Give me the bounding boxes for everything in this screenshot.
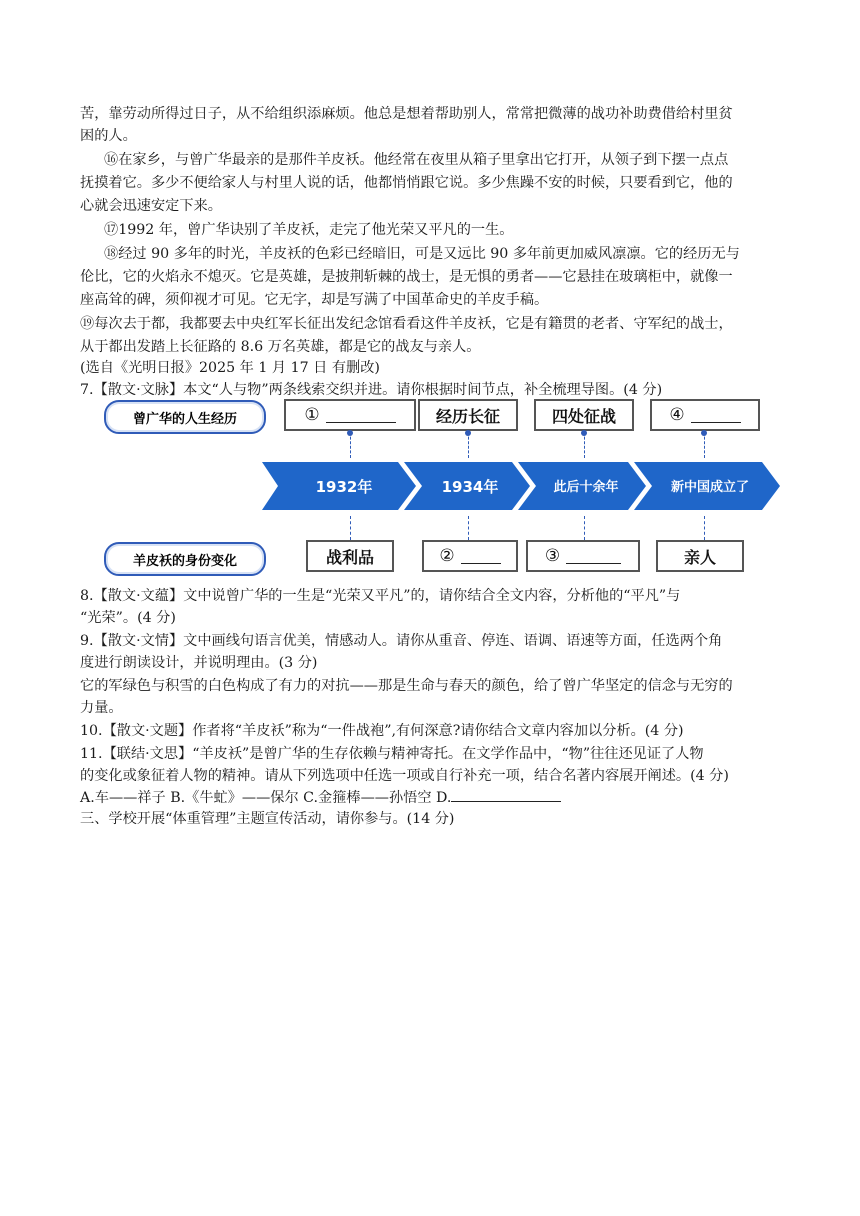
paragraph-line: 苦，靠劳动所得过日子，从不给组织添麻烦。他总是想着帮助别人，常常把微薄的战功补助费借给村里贫 [80,106,733,122]
top-box-2: 经历长征 [418,399,518,431]
timeline-label-later: 此后十余年 [553,480,619,495]
question-7: 7.【散文·文脉】本文“人与物”两条线索交织并进。请你根据时间节点，补全梳理导图。(4 分) [80,382,663,398]
timeline-arrows [100,396,784,580]
paragraph-18: ⑱经过 90 多年的时光，羊皮袄的色彩已经暗旧，可是又远比 90 多年前更加威风凛凛。它的经历无与 [104,246,740,262]
paragraph-17: ⑰1992 年，曾广华诀别了羊皮袄，走完了他光荣又平凡的一生。 [104,222,514,238]
top-box-3: 四处征战 [534,399,634,431]
question-11-options [80,787,785,809]
section-3-heading: 三、学校开展“体重管理”主题宣传活动，请你参与。(14 分) [80,811,455,827]
timeline-label-1934: 1934年 [441,478,499,496]
source-note: (选自《光明日报》2025 年 1 月 17 日 有删改) [80,360,380,376]
question-line: 的变化或象征着人物的精神。请从下列选项中任选一项或自行补充一项，结合名著内容展开阐述。(4 分) [80,768,729,784]
bottom-box-1: 战利品 [306,540,394,572]
question-8: 8.【散文·文蕴】文中说曾广华的一生是“光荣又平凡”的，请你结合全文内容，分析他的“平凡”与 [80,588,681,604]
timeline-label-prc: 新中国成立了 [670,480,750,495]
paragraph-line: 心就会迅速安定下来。 [80,198,222,214]
quoted-sentence: 它的军绿色与积雪的白色构成了有力的对抗——那是生命与春天的颜色，给了曾广华坚定的信念与无穷的 [80,678,733,694]
timeline-arrow-4 [634,462,780,510]
timeline-label-1932: 1932年 [315,478,373,496]
timeline-arrow-1 [262,462,416,510]
option-d-blank[interactable] [451,787,561,802]
question-9: 9.【散文·文情】文中画线句语言优美，情感动人。请你从重音、停连、语调、语速等方面，任选两个角 [80,633,723,649]
box-number: ④ [669,405,685,425]
question-line: “光荣”。(4 分) [80,610,176,626]
bottom-box-4: 亲人 [656,540,744,572]
timeline-arrow-2 [404,462,530,510]
identity-change-label: 羊皮袄的身份变化 [104,542,266,576]
options-text: A.车——祥子 B.《牛虻》——保尔 C.金箍棒——孙悟空 D. [80,790,452,806]
box-number: ① [304,405,320,425]
paragraph-19: ⑲每次去于都，我都要去中央红军长征出发纪念馆看看这件羊皮袄，它是有籍贯的老者、守军纪的战士， [80,316,733,332]
question-11: 11.【联结·文思】“羊皮袄”是曾广华的生存依赖与精神寄托。在文学作品中，“物”往往还见证了人物 [80,746,704,762]
box-number: ② [439,546,455,566]
paragraph-line: 困的人。 [80,128,137,144]
paragraph-line: 伦比，它的火焰永不熄灭。它是英雄，是披荆斩棘的战士，是无惧的勇者——它悬挂在玻璃柜中，就像一 [80,269,733,285]
paragraph-line: 抚摸着它。多少不便给家人与村里人说的话，他都悄悄跟它说。多少焦躁不安的时候，只要看到它，他的 [80,175,733,191]
paragraph-line: 座高耸的碑，须仰视才可见。它无字，却是写满了中国革命史的羊皮手稿。 [80,292,549,308]
timeline-arrow-3 [518,462,646,510]
quoted-sentence: 力量。 [80,700,123,716]
box-number: ③ [544,546,561,566]
question-line: 度进行朗读设计，并说明理由。(3 分) [80,655,318,671]
paragraph-16: ⑯在家乡，与曾广华最亲的是那件羊皮袄。他经常在夜里从箱子里拿出它打开，从领子到下摆一点点 [104,152,729,168]
mind-map-diagram [100,396,784,580]
question-10: 10.【散文·文题】作者将“羊皮袄”称为“一件战袍”,有何深意?请你结合文章内容加以分析。(4 分) [80,723,684,739]
paragraph-line: 从于都出发踏上长征路的 8.6 万名英雄，都是它的战友与亲人。 [80,339,481,355]
life-experience-label: 曾广华的人生经历 [104,400,266,434]
